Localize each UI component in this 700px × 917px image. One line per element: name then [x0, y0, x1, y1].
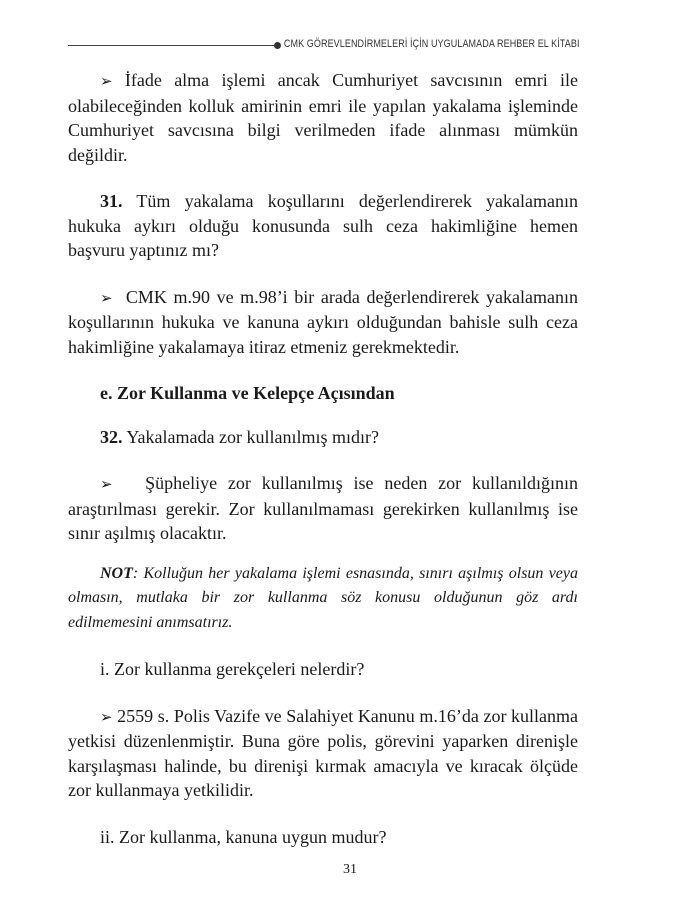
section-heading-e: e. Zor Kullanma ve Kelepçe Açısından [100, 383, 395, 403]
page-body [68, 68, 578, 849]
answer-paragraph-4 [68, 704, 578, 803]
arrow-bullet-icon: ➢ [100, 475, 113, 493]
answer-text-3: Şüpheliye zor kullanılmış ise neden zor kullanıldığının araştırılması gerekir. Zor kullanılmaması gerekirken kullanılmış ise sınır aşılmış olacaktır. [68, 473, 578, 543]
question-text-32: Yakalamada zor kullanılmış mıdır? [126, 426, 379, 447]
running-header [68, 38, 580, 54]
header-bullet-icon [274, 42, 281, 49]
question-text-31: Tüm yakalama koşullarını değerlendirerek yakalamanın hukuka aykırı olduğu konusunda sulh ceza hakimliğine hemen başvuru yaptınız mı? [68, 191, 578, 260]
answer-text-4: 2559 s. Polis Vazife ve Salahiyet Kanunu m.16’da zor kullanma yetkisi düzenlenmiştir. Buna göre polis, görevini yaparken direnişle karşılaşması halinde, bu direnişi kırmak amacıyla ve kıracak ölçüde zor kullanmaya yetkilidir. [68, 705, 579, 800]
note-label: NOT [100, 564, 133, 582]
header-title: CMK GÖREVLENDİRMELERİ İÇİN UYGULAMADA REHBER EL KİTABI [284, 38, 580, 50]
note-text: : Kolluğun her yakalama işlemi esnasında, sınırı aşılmış olsun veya olmasın, mutlaka bir zor kullanma söz konusu olduğunun göz ardı edilmemesini anımsatırız. [68, 564, 578, 631]
question-31 [68, 189, 578, 263]
note-block [68, 562, 578, 636]
question-32 [68, 425, 578, 450]
arrow-bullet-icon: ➢ [100, 288, 113, 307]
arrow-bullet-icon: ➢ [100, 72, 113, 90]
question-number-32: 32. [100, 426, 123, 447]
subquestion-ii: ii. Zor kullanma, kanuna uygun mudur? [100, 826, 387, 847]
answer-paragraph-2 [68, 285, 578, 360]
subquestion-i: i. Zor kullanma gerekçeleri nelerdir? [100, 659, 365, 679]
answer-paragraph-3 [68, 471, 578, 546]
page-number: 31 [343, 862, 357, 877]
answer-text-2: CMK m.90 ve m.98’i bir arada değerlendirerek yakalamanın koşullarının hukuka ve kanuna aykırı olduğundan bahisle sulh ceza hakimliğine yakalamaya itiraz etmeniz gerekmektedir. [68, 286, 579, 357]
header-rule [68, 45, 274, 46]
answer-paragraph-1 [68, 68, 578, 167]
answer-text-1: İfade alma işlemi ancak Cumhuriyet savcısının emri ile olabileceğinden kolluk amirinin emri ile yapılan yakalama işleminde Cumhuriyet savcısına bilgi verilmeden ifade alınması mümkün değildir. [68, 70, 579, 165]
arrow-bullet-icon: ➢ [100, 707, 113, 726]
question-number-31: 31. [100, 191, 123, 211]
